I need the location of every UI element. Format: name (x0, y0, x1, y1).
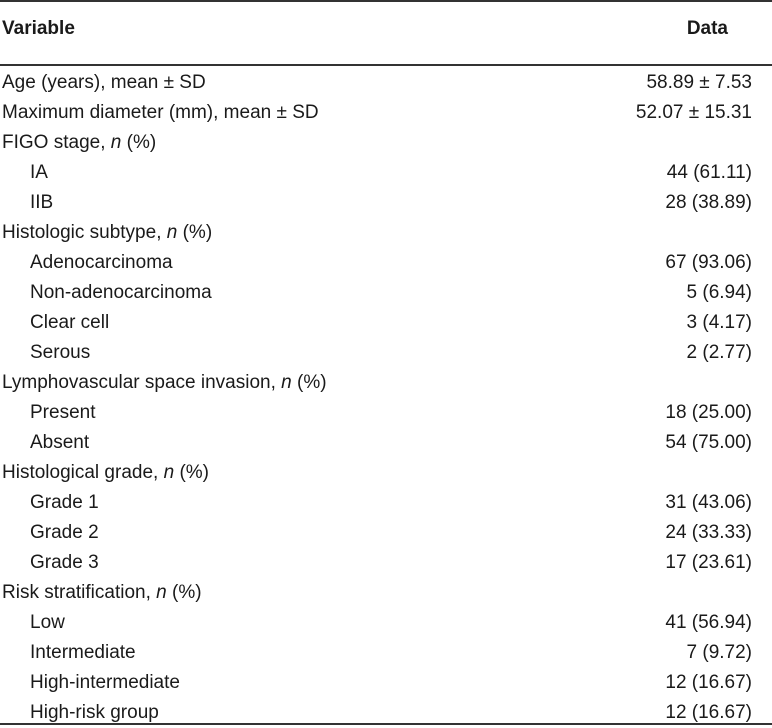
header-data: Data (686, 18, 728, 39)
table-body (0, 68, 772, 728)
row-value: 41 (56.94) (665, 612, 752, 633)
row-label-text: IA (30, 162, 48, 183)
table-row (0, 458, 772, 488)
table-row (0, 368, 772, 398)
row-label-suffix: (%) (291, 372, 327, 393)
row-value: 5 (6.94) (686, 282, 752, 303)
row-label-suffix: (%) (177, 222, 213, 243)
row-label-text: Present (30, 402, 96, 423)
table-row (0, 248, 772, 278)
table-bottom-rule (0, 723, 772, 725)
row-value: 3 (4.17) (686, 312, 752, 333)
row-value: 7 (9.72) (686, 642, 752, 663)
row-label-text: Low (30, 612, 65, 633)
table-row (0, 668, 772, 698)
row-label-text: Grade 1 (30, 492, 99, 513)
row-label (30, 248, 173, 278)
table-header (0, 2, 772, 64)
row-label-suffix: (%) (121, 132, 157, 153)
row-label (2, 128, 156, 158)
header-variable: Variable (2, 18, 75, 39)
row-label-text: FIGO stage, (2, 132, 111, 153)
row-label-text: Histological grade, (2, 462, 164, 483)
row-label-text: Grade 2 (30, 522, 99, 543)
row-label-text: IIB (30, 192, 54, 213)
row-label-italic: n (281, 372, 292, 393)
row-value: 24 (33.33) (665, 522, 752, 543)
table-row (0, 218, 772, 248)
row-label (30, 548, 99, 578)
row-label-italic: n (163, 462, 175, 483)
row-label-text: Absent (30, 432, 90, 453)
table-row (0, 158, 772, 188)
table-row (0, 308, 772, 338)
row-label-text: Non-adenocarcinoma (30, 282, 212, 303)
row-label-suffix: (%) (166, 582, 202, 603)
table-row (0, 518, 772, 548)
table-row (0, 278, 772, 308)
row-label-italic: n (166, 222, 178, 243)
row-label (30, 188, 53, 218)
row-label-text: Lymphovascular space invasion, (2, 372, 282, 393)
row-label-text: Risk stratification, (2, 582, 157, 603)
row-value: 58.89 ± 7.53 (646, 72, 752, 93)
row-label (30, 158, 48, 188)
row-label-italic: n (110, 132, 122, 153)
row-label (30, 518, 99, 548)
table-row (0, 608, 772, 638)
row-label (30, 608, 65, 638)
table-row (0, 488, 772, 518)
table-row (0, 188, 772, 218)
table-row (0, 548, 772, 578)
row-label (30, 398, 95, 428)
row-label-text: Adenocarcinoma (30, 252, 173, 273)
table-row (0, 128, 772, 158)
row-label-italic: n (156, 582, 167, 603)
table-row (0, 638, 772, 668)
table-row (0, 98, 772, 128)
row-value: 17 (23.61) (665, 552, 752, 573)
row-value: 44 (61.11) (666, 162, 752, 183)
row-label-text: Grade 3 (30, 552, 99, 573)
row-label-text: Maximum diameter (mm), mean ± SD (2, 102, 319, 123)
row-label-text: Serous (30, 342, 91, 363)
row-label (2, 458, 209, 488)
table-row (0, 68, 772, 98)
row-value: 12 (16.67) (665, 672, 752, 693)
table-row (0, 398, 772, 428)
row-value: 2 (2.77) (686, 342, 752, 363)
row-label-suffix: (%) (174, 462, 209, 483)
row-label (30, 668, 180, 698)
row-value: 52.07 ± 15.31 (635, 102, 752, 123)
row-label (2, 218, 212, 248)
row-label (2, 578, 202, 608)
row-label (30, 428, 89, 458)
row-label-text: Intermediate (30, 642, 136, 663)
row-value: 31 (43.06) (665, 492, 752, 513)
table-row (0, 428, 772, 458)
row-label (30, 308, 109, 338)
row-label (30, 278, 212, 308)
row-value: 12 (16.67) (665, 702, 752, 723)
row-label (2, 368, 327, 398)
row-label-text: Histologic subtype, (2, 222, 167, 243)
row-label (2, 68, 206, 98)
table-header-rule (0, 64, 772, 66)
row-label (30, 338, 90, 368)
row-label (2, 98, 319, 128)
row-label (30, 488, 99, 518)
row-value: 54 (75.00) (665, 432, 752, 453)
row-label-text: High-risk group (30, 702, 159, 723)
row-label (30, 638, 136, 668)
table-row (0, 578, 772, 608)
row-value: 28 (38.89) (665, 192, 752, 213)
row-label-text: High-intermediate (30, 672, 180, 693)
row-value: 18 (25.00) (665, 402, 752, 423)
row-label-text: Age (years), mean ± SD (2, 72, 206, 93)
row-value: 67 (93.06) (665, 252, 752, 273)
table-row (0, 338, 772, 368)
row-label-text: Clear cell (30, 312, 110, 333)
